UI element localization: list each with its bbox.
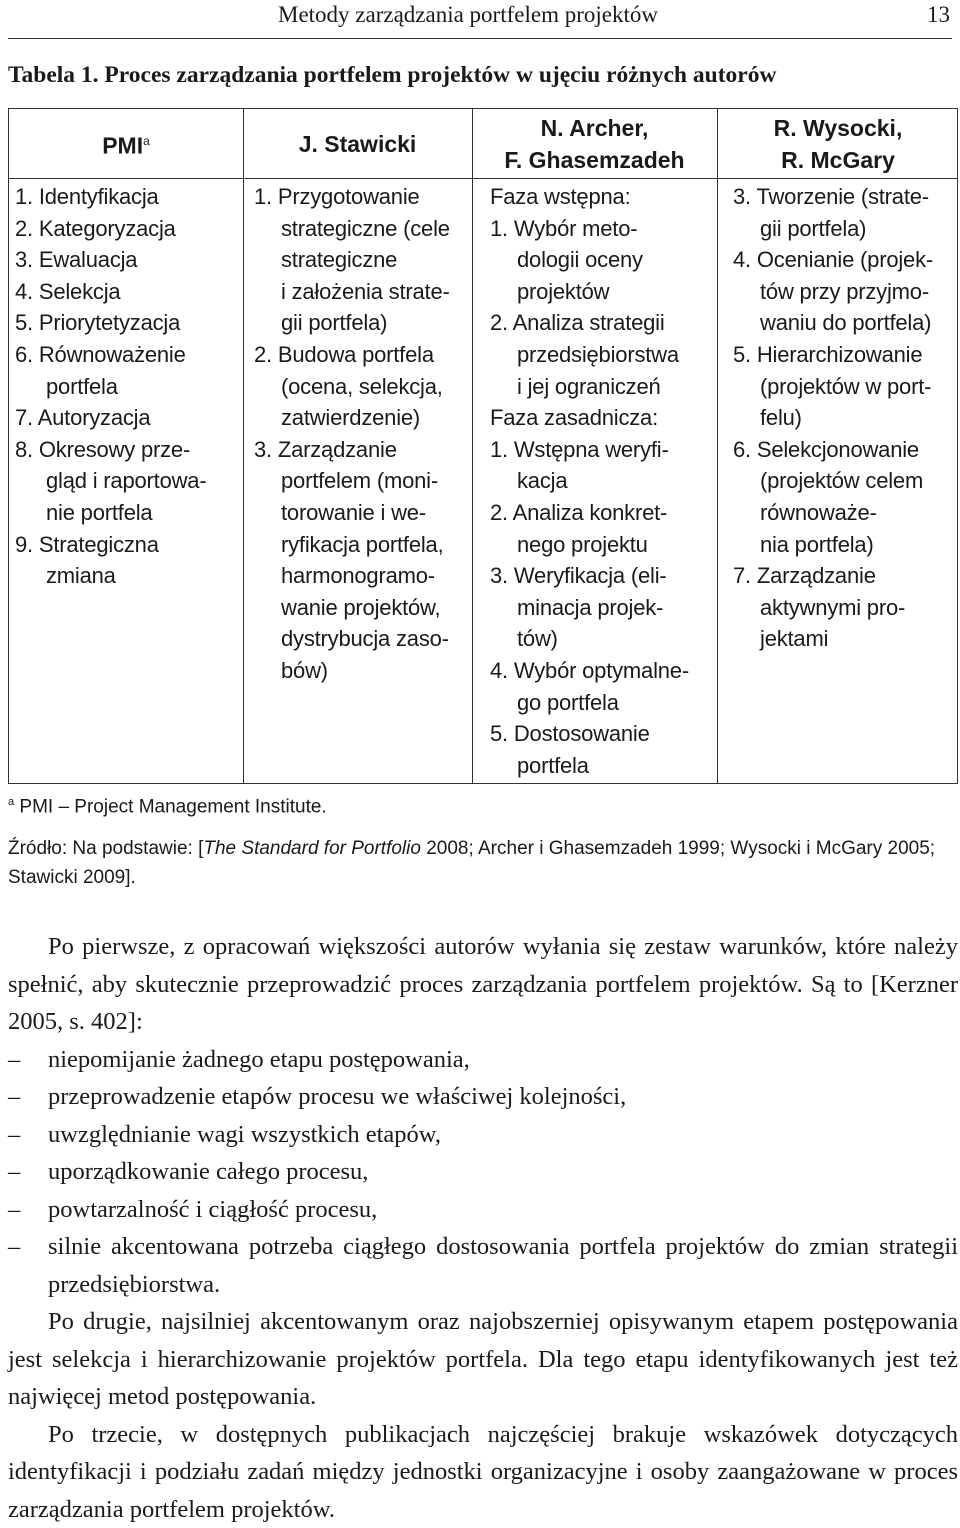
table-cell-line: 6. Selekcjonowanie bbox=[733, 436, 919, 462]
table-cell-line: wanie projektów, bbox=[281, 594, 441, 620]
running-title: Metody zarządzania portfelem projektów bbox=[278, 2, 658, 27]
column-divider bbox=[472, 109, 473, 783]
page-number: 13 bbox=[927, 2, 950, 27]
column-body-pmi bbox=[15, 181, 206, 592]
table-cell-line: bów) bbox=[281, 657, 328, 683]
table-cell-line: (projektów w port- bbox=[760, 373, 932, 399]
list-item: – przeprowadzenie etapów procesu we właściwej kolejności, bbox=[8, 1078, 958, 1116]
list-item: – powtarzalność i ciągłość procesu, bbox=[8, 1191, 958, 1229]
table-cell-line: projektów bbox=[517, 278, 610, 304]
table-cell-line: 4. Selekcja bbox=[15, 278, 121, 304]
table-cell-line: ryfikacja portfela, bbox=[281, 531, 444, 557]
table-cell-line: 3. Tworzenie (strate- bbox=[733, 184, 929, 209]
list-item: – niepomijanie żadnego etapu postępowania, bbox=[8, 1041, 958, 1079]
table-cell-line: dologii oceny bbox=[517, 247, 643, 273]
table-cell-line: gii portfela) bbox=[760, 215, 867, 241]
table-cell-line: portfela bbox=[46, 373, 118, 399]
column-header-wysocki bbox=[717, 109, 959, 178]
table-cell-line: torowanie i we- bbox=[281, 499, 426, 525]
footnote-marker: a bbox=[8, 796, 15, 808]
table-cell-line: nia portfela) bbox=[760, 531, 874, 557]
column-header-archer bbox=[472, 109, 717, 178]
condition-list bbox=[8, 1041, 958, 1304]
column-header-label: R. McGary bbox=[781, 146, 895, 173]
table-cell-line: 7. Zarządzanie bbox=[733, 563, 876, 589]
table-cell-line: 1. Identyfikacja bbox=[15, 184, 159, 209]
source-prefix: Źródło: Na podstawie: [ bbox=[8, 838, 204, 859]
column-body-stawicki bbox=[254, 181, 450, 687]
table-cell-line: przedsiębiorstwa bbox=[517, 341, 679, 367]
table-cell-line: 7. Autoryzacja bbox=[15, 405, 151, 431]
table-caption: Tabela 1. Proces zarządzania portfelem projektów w ujęciu różnych autorów bbox=[8, 62, 777, 88]
list-item: – uwzględnianie wagi wszystkich etapów, bbox=[8, 1116, 958, 1154]
column-header-label: R. Wysocki, bbox=[773, 114, 903, 141]
table-cell-line: tów przy przyjmo- bbox=[760, 278, 929, 304]
table-cell-line: 2. Kategoryzacja bbox=[15, 215, 176, 241]
column-header-label: F. Ghasemzadeh bbox=[504, 146, 685, 173]
source-note bbox=[8, 834, 958, 892]
table-cell-line: portfela bbox=[517, 752, 589, 778]
table-cell-line: 1. Wybór meto- bbox=[490, 215, 638, 241]
body-text bbox=[8, 928, 958, 1528]
table-cell-line: 2. Budowa portfela bbox=[254, 341, 434, 367]
column-header-pmi bbox=[9, 109, 243, 178]
table-cell-line: strategiczne (cele bbox=[281, 215, 450, 241]
table-cell-line: go portfela bbox=[517, 689, 619, 715]
paragraph: Po drugie, najsilniej akcentowanym oraz najobszerniej opisywanym etapem postępowania jest selekcja i hierarchizowanie projektów portfela. Dla tego etapu identyfikowanych jest też najwięcej metod postępowania. bbox=[8, 1308, 958, 1410]
table-cell-line: felu) bbox=[760, 405, 802, 431]
table-cell-line: kacja bbox=[517, 468, 568, 494]
column-divider bbox=[717, 109, 718, 783]
column-header-label: N. Archer, bbox=[540, 114, 649, 141]
paragraph: Po trzecie, w dostępnych publikacjach najczęściej brakuje wskazówek dotyczących identyfikacji i podziału zadań między jednostki organizacyjne i osoby zaangażowane w proces zarządzania portfelem projektów. bbox=[8, 1420, 958, 1523]
table-footnote bbox=[8, 796, 327, 818]
table-cell-line: 5. Hierarchizowanie bbox=[733, 341, 923, 367]
table-cell-line: jektami bbox=[760, 626, 829, 652]
list-item: – uporządkowanie całego procesu, bbox=[8, 1153, 958, 1191]
table-cell-line: 4. Wybór optymalne- bbox=[490, 657, 689, 683]
column-divider bbox=[243, 109, 244, 783]
source-title: The Standard for Portfolio bbox=[203, 838, 421, 859]
column-body-archer bbox=[490, 181, 689, 781]
header-divider bbox=[9, 178, 957, 179]
table-cell-line: 4. Ocenianie (projek- bbox=[733, 247, 934, 273]
footnote-text: PMI – Project Management Institute. bbox=[19, 796, 327, 818]
table-cell-line: strategiczne bbox=[281, 247, 398, 273]
column-body-wysocki bbox=[733, 181, 933, 655]
table-cell-line: minacja projek- bbox=[517, 594, 664, 620]
table-cell-line: 3. Zarządzanie bbox=[254, 436, 397, 462]
table-cell-line: harmonogramo- bbox=[281, 563, 435, 589]
table-cell-line: i założenia strate- bbox=[281, 278, 450, 304]
table-cell-line: równoważe- bbox=[760, 499, 877, 525]
table-cell-line: (ocena, selekcja, bbox=[281, 373, 443, 399]
table-cell-line: 1. Wstępna weryfi- bbox=[490, 436, 669, 462]
table-cell-line: 8. Okresowy prze- bbox=[15, 436, 191, 462]
table-cell-line: aktywnymi pro- bbox=[760, 594, 906, 620]
running-header bbox=[8, 0, 952, 39]
table-cell-line: zmiana bbox=[46, 563, 116, 589]
table-cell-line: (projektów celem bbox=[760, 468, 924, 494]
table-cell-line: Faza zasadnicza: bbox=[490, 405, 658, 431]
table-cell-line: gii portfela) bbox=[281, 310, 388, 336]
process-table bbox=[8, 108, 958, 784]
list-item: – silnie akcentowana potrzeba ciągłego dostosowania portfela projektów do zmian strategii przedsiębiorstwa. bbox=[8, 1228, 958, 1303]
table-cell-line: 1. Przygotowanie bbox=[254, 184, 420, 209]
table-cell-line: 3. Weryfikacja (eli- bbox=[490, 563, 667, 589]
table-cell-line: 5. Dostosowanie bbox=[490, 721, 650, 747]
table-cell-line: portfelem (moni- bbox=[281, 468, 438, 494]
table-cell-line: waniu do portfela) bbox=[760, 310, 932, 336]
table-cell-line: 3. Ewaluacja bbox=[15, 247, 138, 273]
table-cell-line: tów) bbox=[517, 626, 558, 652]
table-cell-line: 9. Strategiczna bbox=[15, 531, 159, 557]
table-cell-line: 5. Priorytetyzacja bbox=[15, 310, 181, 336]
table-cell-line: gląd i raportowa- bbox=[46, 468, 207, 494]
footnote-marker: a bbox=[143, 134, 150, 149]
table-cell-line: nie portfela bbox=[46, 499, 153, 525]
table-cell-line: dystrybucja zaso- bbox=[281, 626, 449, 652]
source-suffix: 2008; Archer i Ghasemzadeh 1999; Wysocki i McGary 2005; Stawicki 2009]. bbox=[8, 838, 936, 888]
table-cell-line: 2. Analiza strategii bbox=[490, 310, 665, 336]
paragraph: Po pierwsze, z opracowań większości autorów wyłania się zestaw warunków, które należy spełnić, aby skutecznie przeprowadzić proces zarządzania portfelem projektów. Są to [Kerzner 2005, s. 402]: bbox=[8, 933, 958, 1035]
table-cell-line: nego projektu bbox=[517, 531, 648, 557]
column-header-stawicki bbox=[243, 109, 472, 178]
table-cell-line: 6. Równoważenie bbox=[15, 341, 186, 367]
column-header-label: J. Stawicki bbox=[298, 130, 417, 157]
table-cell-line: 2. Analiza konkret- bbox=[490, 499, 668, 525]
column-header-label: PMI bbox=[102, 132, 144, 159]
table-cell-line: Faza wstępna: bbox=[490, 184, 631, 209]
table-cell-line: zatwierdzenie) bbox=[281, 405, 421, 431]
table-cell-line: i jej ograniczeń bbox=[517, 373, 661, 399]
